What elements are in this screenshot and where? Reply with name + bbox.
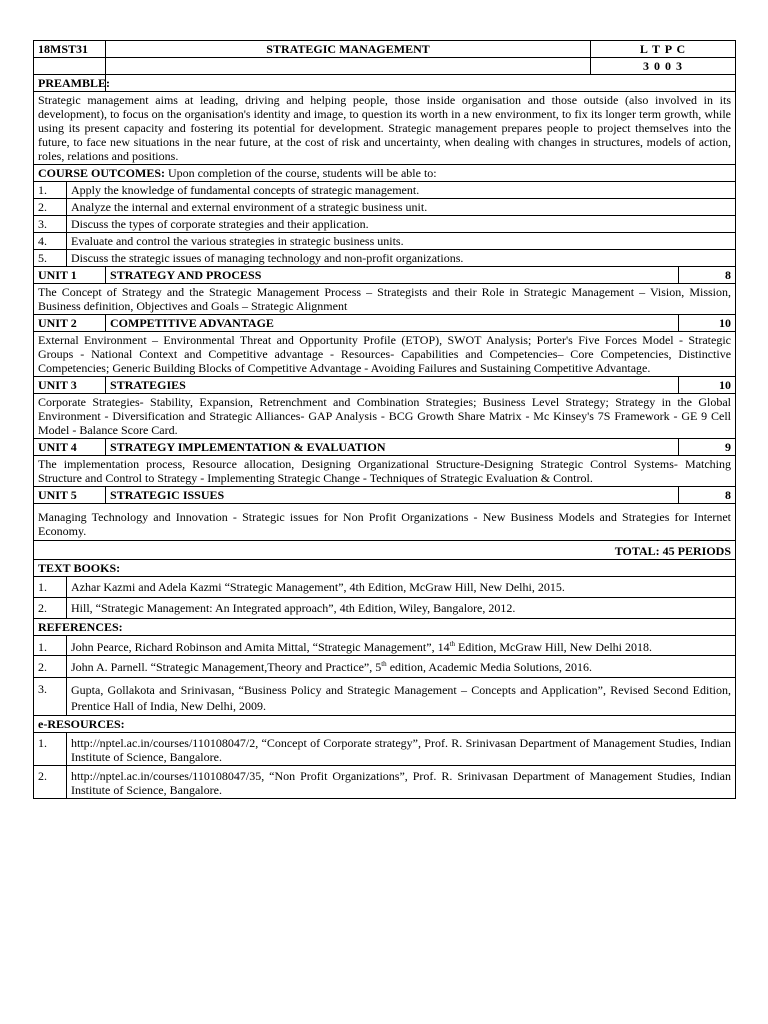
preamble-row xyxy=(34,92,736,165)
outcomes-intro: Upon completion of the course, students will be able to: xyxy=(165,166,437,180)
outcome-number: 4. xyxy=(34,233,67,250)
preamble-label: PREAMBLE: xyxy=(34,75,106,92)
unit-content-row xyxy=(34,504,736,541)
course-code: 18MST31 xyxy=(34,41,106,58)
textbook-row xyxy=(34,577,736,598)
unit-title: STRATEGIES xyxy=(106,377,679,394)
header-row xyxy=(34,41,736,58)
reference-text: John Pearce, Richard Robinson and Amita Mittal, “Strategic Management”, 14th Edition, McGraw Hill, New Delhi 2018. xyxy=(67,636,736,656)
textbook-number: 1. xyxy=(34,577,67,598)
unit-text: Corporate Strategies- Stability, Expansion, Retrenchment and Combination Strategies; Business Level Strategy; Strategy in the Global Environment - Diversification and Strategic Alliances- GAP Analysis - BCG Growth Share Matrix - Mc Kinsey's 7S Framework - GE 9 Cell Model - Balance Score Card. xyxy=(34,394,736,439)
unit-content-row xyxy=(34,394,736,439)
unit-label: UNIT 3 xyxy=(34,377,106,394)
eresource-row xyxy=(34,766,736,799)
eresource-text: http://nptel.ac.in/courses/110108047/2, “Concept of Corporate strategy”, Prof. R. Srinivasan Department of Management Studies, Indian Institute of Science, Bangalore. xyxy=(67,733,736,766)
outcome-row xyxy=(34,182,736,199)
outcome-number: 5. xyxy=(34,250,67,267)
outcome-row xyxy=(34,199,736,216)
unit-header-row xyxy=(34,315,736,332)
textbook-text: Hill, “Strategic Management: An Integrated approach”, 4th Edition, Wiley, Bangalore, 2012. xyxy=(67,598,736,619)
unit-label: UNIT 2 xyxy=(34,315,106,332)
reference-row xyxy=(34,656,736,678)
unit-title: STRATEGIC ISSUES xyxy=(106,487,679,504)
reference-text: Gupta, Gollakota and Srinivasan, “Business Policy and Strategic Management – Concepts and Application”, Revised Second Edition, Prentice Hall of India, New Delhi, 2009. xyxy=(67,678,736,716)
outcome-number: 2. xyxy=(34,199,67,216)
unit-header-row xyxy=(34,377,736,394)
ltpc-values: 3 0 0 3 xyxy=(591,58,736,75)
unit-text: External Environment – Environmental Threat and Opportunity Profile (ETOP), SWOT Analysis; Porter's Five Forces Model - Strategic Groups - National Context and Competitive advantage - Resources- Capabilities and Competencies– Core Competencies, Distinctive Competencies; Generic Building Blocks of Competitive Advantage - Avoiding Failures and Sustaining Competitive Advantage. xyxy=(34,332,736,377)
references-label: REFERENCES: xyxy=(34,619,736,636)
outcomes-label: COURSE OUTCOMES: xyxy=(38,166,166,180)
textbooks-header-row xyxy=(34,560,736,577)
unit-hours: 10 xyxy=(679,315,736,332)
outcome-text: Analyze the internal and external environment of a strategic business unit. xyxy=(67,199,736,216)
eresource-number: 1. xyxy=(34,733,67,766)
unit-header-row xyxy=(34,487,736,504)
unit-content-row xyxy=(34,284,736,315)
unit-text: The implementation process, Resource allocation, Designing Organizational Structure-Designing Strategic Control Systems- Matching Structure and Control to Strategy - Implementing Strategic Change - Techniques of Strategic Evaluation & Control. xyxy=(34,456,736,487)
unit-label: UNIT 1 xyxy=(34,267,106,284)
unit-text: Managing Technology and Innovation - Strategic issues for Non Profit Organizations - New Business Models and Strategies for Internet Economy. xyxy=(34,504,736,541)
references-header-row xyxy=(34,619,736,636)
unit-header-row xyxy=(34,267,736,284)
eresource-text: http://nptel.ac.in/courses/110108047/35, “Non Profit Organizations”, Prof. R. Srinivasan Department of Management Studies, Indian Institute of Science, Bangalore. xyxy=(67,766,736,799)
total-row xyxy=(34,541,736,560)
preamble-label-row xyxy=(34,75,736,92)
reference-number: 1. xyxy=(34,636,67,656)
unit-title: STRATEGY IMPLEMENTATION & EVALUATION xyxy=(106,439,679,456)
reference-row xyxy=(34,678,736,716)
unit-label: UNIT 4 xyxy=(34,439,106,456)
preamble-text: Strategic management aims at leading, driving and helping people, those inside organisation and those outside (also involved in its development), to focus on the organisation's identity and image, to question its worth in a new environment, to fix its longer term growth, while using its present capacity and fostering its potential for development. Strategic management prepares people to project themselves into the future, to face new situations in the near future, at the cost of risk and uncertainty, when dealing with changes in structures, models of action, roles, relations and positions. xyxy=(34,92,736,165)
outcome-text: Evaluate and control the various strategies in strategic business units. xyxy=(67,233,736,250)
unit-hours: 8 xyxy=(679,267,736,284)
textbook-number: 2. xyxy=(34,598,67,619)
unit-header-row xyxy=(34,439,736,456)
unit-hours: 9 xyxy=(679,439,736,456)
outcome-number: 1. xyxy=(34,182,67,199)
course-title: STRATEGIC MANAGEMENT xyxy=(106,41,591,58)
outcome-row xyxy=(34,250,736,267)
outcome-text: Discuss the types of corporate strategies and their application. xyxy=(67,216,736,233)
outcome-number: 3. xyxy=(34,216,67,233)
textbook-row xyxy=(34,598,736,619)
unit-label: UNIT 5 xyxy=(34,487,106,504)
eresources-header-row xyxy=(34,716,736,733)
reference-number: 2. xyxy=(34,656,67,678)
unit-hours: 10 xyxy=(679,377,736,394)
textbooks-label: TEXT BOOKS: xyxy=(34,560,736,577)
eresource-link[interactable]: http://nptel.ac.in/courses/110108047/2 xyxy=(71,736,256,750)
eresource-number: 2. xyxy=(34,766,67,799)
textbook-text: Azhar Kazmi and Adela Kazmi “Strategic Management”, 4th Edition, McGraw Hill, New Delhi, 2015. xyxy=(67,577,736,598)
ltpc-label: L T P C xyxy=(591,41,736,58)
reference-row xyxy=(34,636,736,656)
unit-content-row xyxy=(34,332,736,377)
eresource-row xyxy=(34,733,736,766)
eresources-label: e-RESOURCES: xyxy=(34,716,736,733)
outcome-row xyxy=(34,216,736,233)
outcome-row xyxy=(34,233,736,250)
unit-hours: 8 xyxy=(679,487,736,504)
reference-number: 3. xyxy=(34,678,67,716)
unit-content-row xyxy=(34,456,736,487)
syllabus-table xyxy=(33,40,736,799)
reference-text: John A. Parnell. “Strategic Management,Theory and Practice”, 5th edition, Academic Media Solutions, 2016. xyxy=(67,656,736,678)
eresource-link[interactable]: http://nptel.ac.in/courses/110108047/35 xyxy=(71,769,262,783)
unit-title: STRATEGY AND PROCESS xyxy=(106,267,679,284)
unit-text: The Concept of Strategy and the Strategic Management Process – Strategists and their Role in Strategic Management – Vision, Mission, Business definition, Objectives and Goals – Strategic Alignment xyxy=(34,284,736,315)
outcome-text: Discuss the strategic issues of managing technology and non-profit organizations. xyxy=(67,250,736,267)
unit-title: COMPETITIVE ADVANTAGE xyxy=(106,315,679,332)
ltpc-row xyxy=(34,58,736,75)
total-periods: TOTAL: 45 PERIODS xyxy=(34,541,736,560)
outcomes-header-row xyxy=(34,165,736,182)
outcome-text: Apply the knowledge of fundamental concepts of strategic management. xyxy=(67,182,736,199)
